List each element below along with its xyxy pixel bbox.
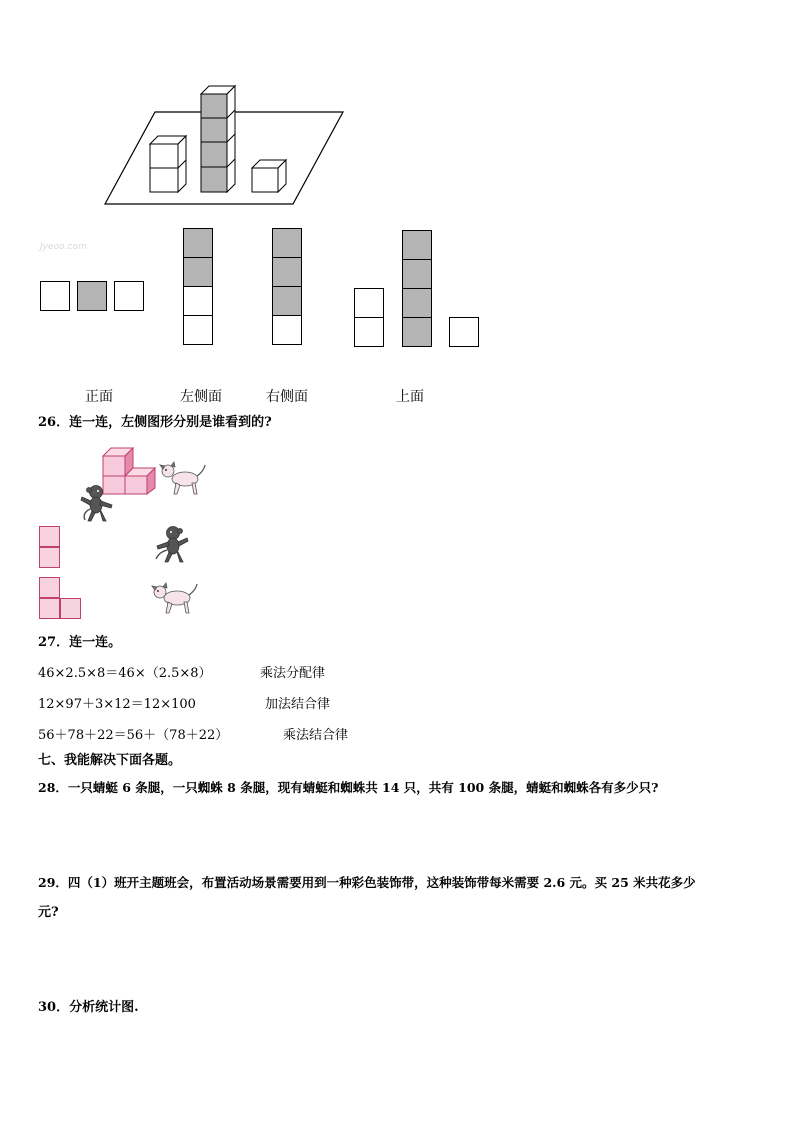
- q29-line2: 元?: [38, 905, 59, 920]
- q27-law: 乘法分配律: [260, 666, 326, 681]
- q30-text: 30．分析统计图.: [38, 1000, 139, 1015]
- top-view-cell: [402, 230, 432, 260]
- left-view-cell: [183, 286, 213, 316]
- dog-icon: [150, 580, 200, 616]
- top-view-cell: [354, 288, 384, 318]
- top-view-cell: [449, 317, 479, 347]
- left-view-cell: [183, 257, 213, 287]
- monkey-icon: [78, 483, 116, 523]
- q26-title: 26．连一连，左侧图形分别是谁看到的?: [38, 415, 272, 430]
- top-view-label: 上面: [396, 388, 424, 404]
- right-view-cell: [272, 286, 302, 316]
- view-shape-b-cell: [39, 598, 60, 619]
- q27-law: 乘法结合律: [283, 728, 349, 743]
- top-view-cell: [402, 288, 432, 318]
- right-view-label: 右侧面: [266, 388, 308, 404]
- view-shape-b-cell: [39, 577, 60, 598]
- left-view-label: 左侧面: [180, 388, 222, 404]
- q27-expression: 46×2.5×8＝46×（2.5×8）: [38, 666, 212, 681]
- q27-expression: 56＋78＋22＝56＋（78＋22）: [38, 728, 229, 743]
- q27-law: 加法结合律: [265, 697, 331, 712]
- q28-text: 28．一只蜻蜓 6 条腿，一只蜘蛛 8 条腿，现有蜻蜓和蜘蛛共 14 只，共有 100 条腿，蜻蜓和蜘蛛各有多少只?: [38, 780, 659, 795]
- dog-icon: [158, 461, 208, 497]
- section-7-title: 七、我能解决下面各题。: [38, 753, 182, 768]
- view-shape-a-cell: [39, 547, 60, 568]
- front-view-label: 正面: [85, 388, 113, 404]
- monkey-icon: [152, 524, 192, 564]
- front-view-cell: [40, 281, 70, 311]
- right-view-cell: [272, 257, 302, 287]
- q29-line1: 29．四（1）班开主题班会，布置活动场景需要用到一种彩色装饰带，这种装饰带每米需要 2.6 元。买 25 米共花多少: [38, 875, 696, 890]
- right-view-cell: [272, 228, 302, 258]
- left-view-cell: [183, 228, 213, 258]
- q27-title: 27．连一连。: [38, 635, 122, 650]
- watermark: Jyeoo.com: [40, 242, 87, 252]
- view-shape-b-cell: [60, 598, 81, 619]
- top-view-cell: [354, 317, 384, 347]
- front-view-cell: [77, 281, 107, 311]
- left-view-cell: [183, 315, 213, 345]
- right-view-cell: [272, 315, 302, 345]
- q27-expression: 12×97＋3×12＝12×100: [38, 697, 196, 712]
- top-view-cell: [402, 317, 432, 347]
- top-view-cell: [402, 259, 432, 289]
- block-figure: [100, 80, 350, 210]
- view-shape-a-cell: [39, 526, 60, 547]
- front-view-cell: [114, 281, 144, 311]
